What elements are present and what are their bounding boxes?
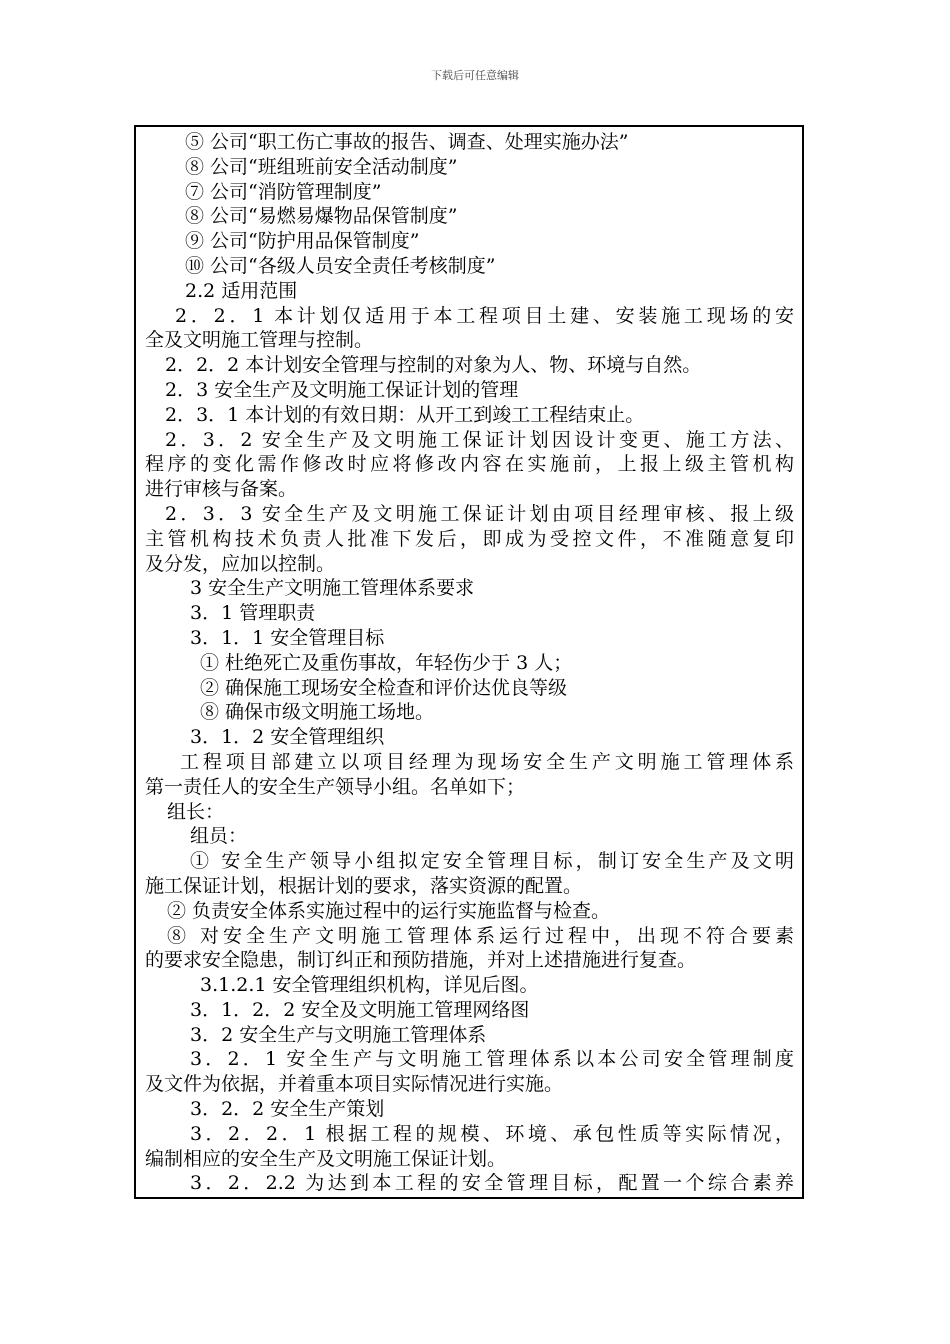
text-line: 3．2 安全生产与文明施工管理体系 — [190, 1023, 487, 1046]
text-line: 程序的变化需作修改时应将修改内容在实施前，上报上级主管机构 — [145, 453, 794, 476]
text-line: ⑩ 公司“各级人员安全责任考核制度” — [185, 254, 496, 277]
text-line: ⑨ 公司“防护用品保管制度” — [185, 230, 420, 253]
text-line: 的要求安全隐患，制订纠正和预防措施，并对上述措施进行复查。 — [145, 949, 697, 972]
text-line: 工程项目部建立以项目经理为现场安全生产文明施工管理体系 — [180, 750, 794, 773]
text-line: 第一责任人的安全生产领导小组。名单如下； — [145, 775, 526, 798]
text-line: 2．2．1 本计划仅适用于本工程项目土建、安装施工现场的安 — [175, 304, 794, 327]
text-line: 施工保证计划，根据计划的要求，落实资源的配置。 — [145, 874, 583, 897]
page-header-note: 下载后可任意编辑 — [431, 69, 519, 82]
text-line: 3 安全生产文明施工管理体系要求 — [190, 577, 475, 600]
text-line: 进行审核与备案。 — [145, 478, 298, 501]
document-content-box — [134, 125, 804, 1199]
text-line: 2．3 安全生产及文明施工保证计划的管理 — [165, 378, 519, 401]
text-line: 编制相应的安全生产及文明施工保证计划。 — [145, 1147, 507, 1170]
text-line: ⑤ 公司“职工伤亡事故的报告、调查、处理实施办法” — [185, 131, 629, 153]
text-line: ② 负责安全体系实施过程中的运行实施监督与检查。 — [167, 899, 611, 922]
text-line: 3．1．2．2 安全及文明施工管理网络图 — [190, 998, 530, 1021]
text-line: 2．3．1 本计划的有效日期：从开工到竣工工程结束止。 — [165, 403, 645, 426]
text-line: 全及文明施工管理与控制。 — [145, 329, 374, 352]
text-line: 3．2．1 安全生产与文明施工管理体系以本公司安全管理制度 — [190, 1048, 794, 1071]
text-line: 组员： — [190, 825, 248, 848]
text-line: 3．1．1 安全管理目标 — [190, 626, 385, 649]
text-line: ⑧ 公司“班组班前安全活动制度” — [185, 155, 458, 178]
text-line: ② 确保施工现场安全检查和评价达优良等级 — [200, 676, 568, 699]
text-line: 3.1.2.1 安全管理组织机构，详见后图。 — [200, 974, 539, 997]
text-line: 主管机构技术负责人批准下发后，即成为受控文件，不准随意复印 — [145, 527, 794, 550]
text-line: ⑧ 确保市级文明施工场地。 — [200, 701, 435, 724]
text-line: 2.2 适用范围 — [185, 279, 298, 302]
text-line: ① 杜绝死亡及重伤事故，年轻伤少于 3 人； — [200, 651, 573, 674]
text-line: ⑦ 公司“消防管理制度” — [185, 180, 382, 203]
text-line: ① 安全生产领导小组拟定安全管理目标，制订安全生产及文明 — [190, 850, 794, 873]
text-line: 3．2．2.2 为达到本工程的安全管理目标，配置一个综合素养 — [190, 1172, 794, 1195]
text-line: 2．2．2 本计划安全管理与控制的对象为人、物、环境与自然。 — [165, 354, 702, 377]
text-line: 2．3．3 安全生产及文明施工保证计划由项目经理审核、报上级 — [165, 502, 794, 525]
text-line: 及文件为依据，并着重本项目实际情况进行实施。 — [145, 1073, 564, 1096]
text-line: 3．2．2．1 根据工程的规模、环境、承包性质等实际情况， — [190, 1122, 794, 1145]
text-line: 组长： — [167, 800, 225, 823]
text-line: 2．3．2 安全生产及文明施工保证计划因设计变更、施工方法、 — [165, 428, 794, 451]
text-line: ⑧ 公司“易燃易爆物品保管制度” — [185, 205, 458, 228]
text-line: ⑧ 对安全生产文明施工管理体系运行过程中，出现不符合要素 — [167, 924, 794, 947]
text-line: 3．1．2 安全管理组织 — [190, 726, 385, 749]
text-line: 及分发，应加以控制。 — [145, 552, 336, 575]
text-line: 3．2．2 安全生产策划 — [190, 1098, 385, 1121]
text-line: 3．1 管理职责 — [190, 602, 316, 625]
